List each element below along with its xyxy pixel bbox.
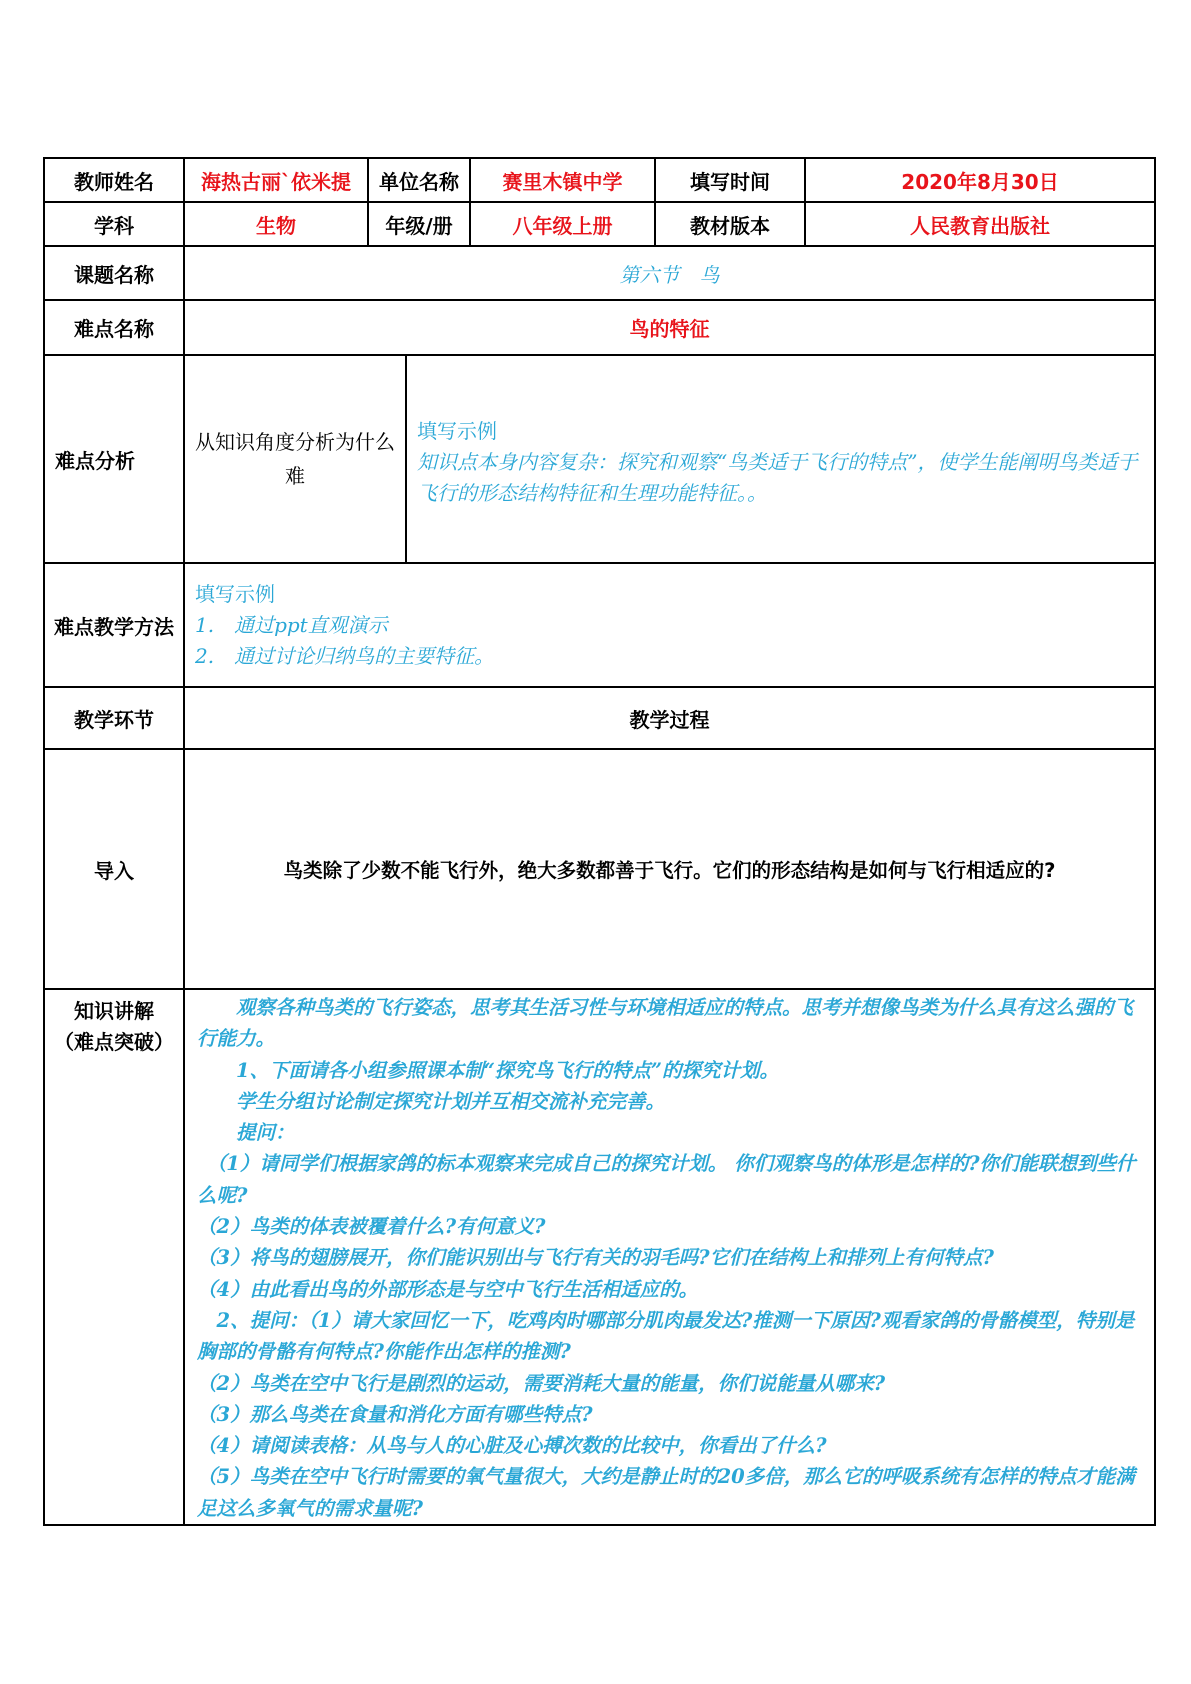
knowledge-paragraph: 提问： [197,1121,295,1145]
topic-value: 第六节 鸟 [184,246,1155,300]
method-example-title: 填写示例 [195,581,275,606]
analysis-sub-label: 从知识角度分析为什么难 [185,356,406,562]
knowledge-paragraph: 观察各种鸟类的飞行姿态，思考其生活习性与环境相适应的特点。思考并想像鸟类为什么具有这么强的飞行能力。 [197,996,1134,1051]
stage-header: 教学环节 [44,687,184,749]
knowledge-label-line1: 知识讲解 [74,999,154,1023]
analysis-example-title: 填写示例 [417,419,497,443]
process-header-row [44,687,1155,749]
grade-label: 年级/册 [368,202,470,246]
topic-row [44,246,1155,300]
method-label: 难点教学方法 [44,563,184,687]
subject-label: 学科 [44,202,184,246]
knowledge-paragraph: （2）鸟类的体表被覆着什么?有何意义? [197,1215,546,1239]
difficulty-value: 鸟的特征 [184,300,1155,355]
teacher-label: 教师姓名 [44,158,184,202]
process-header: 教学过程 [184,687,1155,749]
header-row-1 [44,158,1155,202]
knowledge-paragraph: 1、下面请各小组参照课本制“探究鸟飞行的特点”的探究计划。 [197,1058,780,1082]
unit-label: 单位名称 [368,158,470,202]
header-row-2 [44,202,1155,246]
analysis-content [406,356,1154,562]
knowledge-row [44,989,1155,1525]
topic-label: 课题名称 [44,246,184,300]
method-item: 1. 通过ppt直观演示 [195,612,388,637]
intro-row [44,749,1155,989]
knowledge-paragraph: （3）那么鸟类在食量和消化方面有哪些特点? [197,1402,593,1426]
knowledge-paragraph: （4）由此看出鸟的外部形态是与空中飞行生活相适应的。 [197,1277,699,1301]
knowledge-paragraph: （2）鸟类在空中飞行是剧烈的运动，需要消耗大量的能量，你们说能量从哪来? [197,1371,885,1395]
knowledge-paragraph: （4）请阅读表格：从鸟与人的心脏及心搏次数的比较中，你看出了什么? [197,1434,827,1458]
knowledge-content [184,989,1155,1525]
analysis-label: 难点分析 [44,355,184,563]
difficulty-label: 难点名称 [44,300,184,355]
method-item: 2. 通过讨论归纳鸟的主要特征。 [195,643,495,668]
knowledge-paragraph: （3）将鸟的翅膀展开，你们能识别出与飞行有关的羽毛吗?它们在结构上和排列上有何特点? [197,1246,994,1270]
intro-label: 导入 [44,749,184,989]
method-content [184,563,1155,687]
lesson-plan-form [43,157,1154,1526]
method-row [44,563,1155,687]
knowledge-paragraph: 2、提问：（1）请大家回忆一下，吃鸡肉时哪部分肌肉最发达?推测一下原因?观看家鸽的骨骼模型，特别是胸部的骨骼有何特点?你能作出怎样的推测? [197,1308,1135,1364]
analysis-inner [185,356,1154,562]
unit-value: 赛里木镇中学 [470,158,655,202]
knowledge-paragraph: 学生分组讨论制定探究计划并互相交流补充完善。 [197,1089,666,1113]
analysis-row [44,355,1155,563]
subject-value: 生物 [184,202,368,246]
edition-label: 教材版本 [655,202,805,246]
intro-text: 鸟类除了少数不能飞行外，绝大多数都善于飞行。它们的形态结构是如何与飞行相适应的? [184,749,1155,989]
grade-value: 八年级上册 [470,202,655,246]
analysis-cell [184,355,1155,563]
knowledge-paragraph: （1）请同学们根据家鸽的标本观察来完成自己的探究计划。 你们观察鸟的体形是怎样的?你们能联想到些什么呢? [197,1152,1136,1207]
knowledge-paragraph: （5）鸟类在空中飞行时需要的氧气量很大，大约是静止时的20多倍，那么它的呼吸系统有怎样的特点才能满足这么多氧气的需求量呢? [197,1465,1135,1520]
date-value: 2020年8月30日 [805,158,1155,202]
analysis-text: 知识点本身内容复杂：探究和观察“鸟类适于飞行的特点”，使学生能阐明鸟类适于飞行的形态结构特征和生理功能特征。。 [417,450,1138,505]
knowledge-label [44,989,184,1525]
date-label: 填写时间 [655,158,805,202]
edition-value: 人民教育出版社 [805,202,1155,246]
lesson-plan-table [43,157,1156,1526]
difficulty-row [44,300,1155,355]
knowledge-label-line2: （难点突破） [54,1030,174,1054]
teacher-value: 海热古丽`依米提 [184,158,368,202]
